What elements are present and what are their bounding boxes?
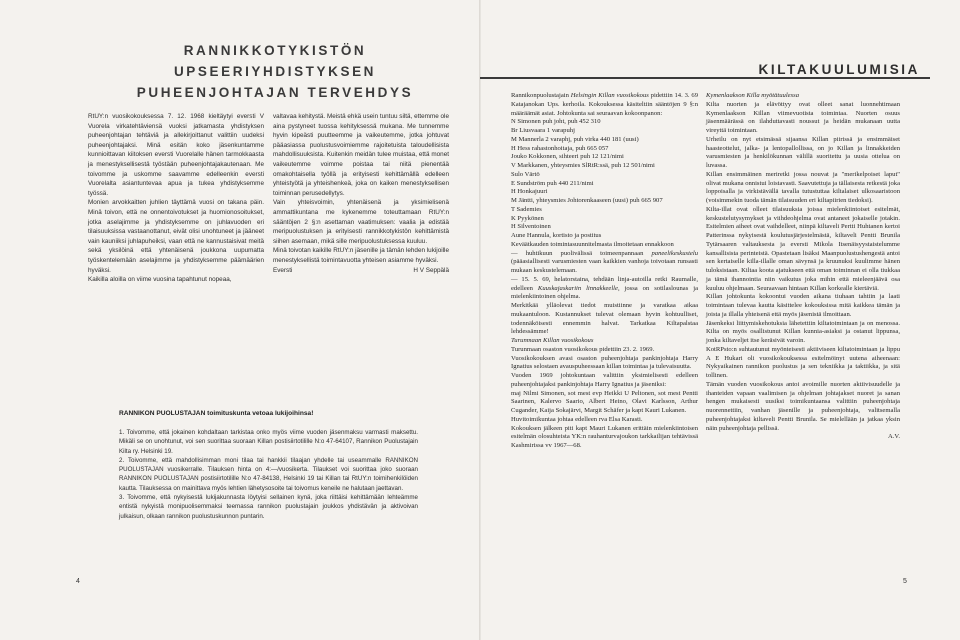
notice-item: 3. Toivomme, että nykyisestä lukijakunnasta löytyisi sellainen kynä, joka riittäisi kehittämään lehteämme entistä nykyistä monipuolisemmaksi teemassa rannikon puolustajain joukkos yhdistävän ja aktivoivan julkaisun, olkaan rannikon puolustuskunnon puntarin. [119, 494, 418, 520]
right-page-title: KILTAKUULUMISIA [758, 62, 920, 77]
paragraph: Kymenlaakson Killa myötätuulessa [706, 92, 800, 99]
paragraph: valtavaa kehitystä. Meistä ehkä usein tuntuu siltä, ettemme ole aina pystyneet tuossa kehityksessä mukana. Me tunnemme hyvin kipeästi puutteemme ja vaikeutemme, jotka johtuvat pääasiassa puolustusvoimiemme rajoitetuista taloudellisista mahdollisuuksista. Kuitenkin meidän tulee muistaa, että monet vaikeutemme voimme poistaa tai niitä pienentää omakohtaisella työllä ja erityisesti kehittämällä edelleen yhteistyötä ja yhteishenkeä, joka on kaiken menestyksellisen toiminnan perusedellytys. [273, 113, 449, 197]
notice-title: RANNIKON PUOLUSTAJAN toimituskunta vetoaa lukijoihinsa! [119, 410, 314, 417]
paragraph: Turunmaan Killan vuosikokous [511, 337, 594, 344]
paragraph: Jouko Kokkonen, sihteeri puh 12 121/nimi [511, 153, 624, 161]
paragraph: Rannikonpuolustajain Helsingin Killan vuosikokous pidettiin 14. 3. 69 Katajanokan Ups. kerhoila. Kokouksessa käsiteltiin sääntöjen 9 §:n määräämät asiat. Johtokunta sai seuraavan kokoonpanon: [511, 92, 698, 117]
title-line-1: RANNIKKOTYKISTÖN UPSEERIYHDISTYKSEN [173, 43, 377, 79]
paragraph: — huhtikuun puolivälissä toimeenpannaan paneelikeskustelu (pääasiallisesti varusmiesten vaan kaikkien vanhoja toivotaan runsasti mukaan keskustelemaan. [511, 249, 698, 274]
title-line-2: PUHEENJOHTAJAN TERVEHDYS [136, 85, 414, 100]
paragraph: K Pyykönen [511, 214, 544, 222]
paragraph: Jäsenkeksi liittymiskehotuksia lähetettiin kiltatoimintaan ja on menossa. Kilta on myös osallistunut Killan kunnia-asiaksi ja ostanut lippunsa, jonka kiltaveljet itse keräsivät varoin. [706, 319, 900, 344]
paragraph: maj Nilmi Simonen, sot mest evp Heikki U Peltonen, sot mest Pentti Saarinen, Kalervo Saario, Albert Heino, Olavi Karlsson, Arthur Cugander, Kaija Sokajärvi, Margit Schäfer ja kapt Kauri Lukanen. [511, 389, 698, 414]
paragraph: Huvitoimikuntaa johtaa edelleen rva Elsa Karasti. [511, 415, 643, 423]
paragraph: M Mannerla 2 varaphj, puh virka 440 181 (uusi) [511, 135, 639, 143]
paragraph: Vain yhteisvoimin, yhtenäisenä ja yksimielisenä ammattikuntana me kykenemme toteuttamaan RtUY:n sääntöjen 2 §:n asettaman vaatimuksen: vaalia ja edistää meripuolustuksen ja erityisesti rannikkotykistön kehittämistä siihen asemaan, mikä sille meripuolustuksessa kuuluu. [273, 199, 449, 245]
paragraph: H Honkajuuri [511, 188, 548, 196]
signature-title: Eversti [273, 266, 293, 274]
paragraph: — 15. 5. 69, helatorstaina, tehdään linja-autoilla retki Raumalle, edelleen Kuuskajaskariin linnakkeelle, jossa on sotilaslounas ja mielenkiintoinen ohjelma. [511, 275, 698, 301]
paragraph: KotRPsto:n suhtautunut myönteisesti aktiiviseen kiltatoimintaan ja lippu A E Hukari oli vuosikokouksessa esitelmöinyt uutena aiheenaan: Nykyaikainen rannikon puolustus ja sen tekniikka ja taktiikka, ja sitä tollinen. [706, 345, 900, 379]
paragraph: Urheilu on nyt etsimässä sijaansa Killan piirissä ja ensimmäiset haasteottelut, jalka- ja lentopallollissa, on jo Killan ja linnakkeiden varusmiesten ja henkilökunnan välillä suoritettu ja uusia ottelua on luvassa. [706, 135, 900, 169]
paragraph: Vuoden 1969 johtokuntaan valittiin yksimielisesti edelleen puheenjohtajaksi pankinjohtaja Harry Ignatius ja jäseniksi: [511, 372, 698, 388]
paragraph: RtUY:n vuosikokouksessa 7. 12. 1968 kieltäytyi eversti V Vuorela virkatehtäviensä vuoksi jatkamasta yhdistyksen puheenjohtajan tehtäviä ja allekirjoittanut valittiin uudeksi puheenjohtajaksi. Minä esitän koko jäsenkuntamme kunnioittavan kiitoksen eversti Vuorelalle hänen tarmokkaasta ja menestyksellisestä työstään puheenjohtajakautenaan. Me toivomme ja uskomme saavamme edelleenkin eversti Vuorelalta asiantuntevaa apua ja tukea yhdistyksemme työssä. [88, 113, 264, 197]
paragraph: V Markkanen, yhteysmies SlRtR:ssä, puh 12 501/nimi [511, 162, 655, 169]
paragraph: Aune Hannula, kortisto ja postitus [511, 232, 602, 239]
paragraph: Killan johtokunta kokoontui vuoden aikana tiuhaan tahtiin ja laati toimintaan tulevaa kautta käsittelee kokouksissa mitä kaikkea tämän ja joista ja illalla yhteisenä että myös jäsenistä ilmoittaan. [706, 293, 900, 318]
paragraph: Sulo Värtö [511, 170, 540, 178]
left-page-title [90, 40, 460, 103]
right-column-2-body [706, 92, 900, 433]
left-column-2-body [273, 112, 449, 266]
paragraph: Keväätkauden toimintasuunnitelmasta ilmoitetaan ennakkoon [511, 240, 674, 248]
paragraph: Kilta nuorten ja elävöttyy ovat olleet sanat luonnehtimaan Kymenlaakson Killan viimevuotista toimintaa. Nuorten osuus jäsenmäärässä on ilahduttavasti noussut ja heidän mukanaan uutta vireyttä toimintaan. [706, 100, 900, 134]
left-column-2 [273, 112, 449, 275]
notice-item: 2. Toivomme, että mahdollisimman moni tilaa tai hankkii tilaajan yhdelle tai useammalle RANNIKON PUOLUSTAJAN vuosikerralle. Tilauksen hinta on 4:—/vuosikerta. Tilaukset voi suorittaa joko suoraan RANNIKON PUOLUSTAJAN postisiirtotilille N:o 47-84138, Helsinki 19 tai Killan tai RtUY:n toimihenkilöiden kautta. Tilauksessa on mainittava myös lehtien lähetysosoite tai toivomus keneile ne halutaan jaettavan. [119, 456, 418, 492]
signature-name: H V Seppälä [413, 266, 449, 274]
column-signature: A.V. [888, 433, 900, 441]
paragraph: Minä toivotan kaikille RtUY:n jäsenille ja tämän lehden lukijoille menestyksellistä toimintavuotta yhteisen asiamme hyväksi. [273, 247, 449, 264]
paragraph: T Sademies [511, 205, 542, 213]
signature [273, 266, 449, 276]
paragraph: Turunmaan osaston vuosikokous pidettiin 23. 2. 1969. [511, 345, 655, 353]
paragraph: Br Liusvaara 1 varapuhj [511, 127, 575, 134]
page-number-left: 4 [76, 578, 80, 585]
notice-item: 1. Toivomme, että jokainen kohdaltaan tarkistaa onko myös viime vuoden jäsenmaksu varmasti maksettu. Mikäli se on unohtunut, voi sen suorittaa suoraan Killan postisiirtotilille N:o 47-64107, Rannikon Puolustajain Kilta ry. Helsinki 19. [119, 429, 418, 455]
paragraph: Merkitkää ylläolevat tiedot muistiinne ja varatkaa aikaa mukaantuloon. Kustannukset tulevat olemaan hyvin kohtuulliset, todennäköisesti ennemmin halvat. Tarkatkaa Kiltapalstaa lehdessämme! [511, 302, 698, 336]
paragraph: Kilta-illat ovat olleet tilaisuuksia joissa mielenkiintoiset esitelmät, keskustelutysymykset ja viihdeohjelma ovat antaneet jokaiselle jotakin. Esitelmien aiheet ovat vaihdelleet, niinpä kiltaveli Pertti Huhtanen kertoi Patterinssa nykyisestä koulutusjärjestelmästä, kiltaveli Pentti Brunila Tytärsaaren valtauksesta ja eversti Mikola Itsenäisyystaistelumme kansallisista perinteistä. Opastetaan lisäksi Maanpuolustushengestä antoi sen kertaiselle killa-illalle oman sävynsä ja kruunuksi kuulimme hänen tuloksistaan. Kiltaa koota ajatukseen että oman toiminnan ei olla tiukkaa ja tämä ihannointia niin vaikutus joka mihin että mieleenjäävä osa kuuluu ohjelmaan. Seuraavaan hintaan Killan korkealle kiertäviä. [706, 205, 900, 292]
page-fold [479, 0, 481, 640]
right-column-2 [706, 92, 900, 442]
paragraph: Tämän vuoden vuosikokous antoi avoimille nuorten aktiivisuudelle ja ihanteiden vapaan vaalimisen ja ohjelman johtajakset nuoret ja sanan hengen mukaisesti uusiksi toimikuntaansa valittiin puheenjohtaja nuorennettiin, vanhan jäsenille ja puheenjohtaja, valitsemalla puheenjohtajaksi kiltaveli Pentti Brunila. Se mielellään ja jatkaa yksin näin puheenjohtaja pellissä. [706, 380, 900, 432]
paragraph: Monien arvokkaitten juhlien täyttämä vuosi on takana päin. Minä toivon, että ne onnentoivotukset ja huomionosoitukset, jotka aselajimme ja yhdistyksemme on juhlavuoden eri tilaisuuksissa vastaanottanut, eivät olisi unohtuneet ja jääneet vain kauniiksi juhlapuheiksi, vaan että ne kannustaisivat meitä sekä yksilöinä että yhtenäisenä joukkona uupumatta työskentelemään aselajimme ja yhdistyksemme päämäärien hyväksi. [88, 199, 264, 274]
paragraph: Kaikilla aloilla on viime vuosina tapahtunut nopeaa, [88, 276, 232, 284]
right-column-1 [511, 92, 698, 451]
left-column-1 [88, 112, 264, 285]
paragraph: E Sundström puh 440 211/nimi [511, 179, 594, 187]
page-number-right: 5 [903, 578, 907, 585]
title-rule [480, 77, 930, 79]
paragraph: M Jäntti, yhteysmies Johtorenkaaseen (uusi) puh 665 907 [511, 197, 663, 204]
paragraph: H Hess rahastonhoitaja, puh 665 057 [511, 144, 609, 152]
paragraph: Vuosikokouksen avasi osaston puheenjohtaja pankinjohtaja Harry Ignatius selostaen avauspuheessaan killan toimintaa ja tulevaisuutta. [511, 354, 698, 371]
paragraph: H Silventoinen [511, 223, 551, 231]
notice-box [119, 428, 418, 521]
paragraph: Kokouksen jälkeen piti kapt Mauri Lukanen erittäin mielenkiintoisen esitelmän olosuhteista YK:n rauhanturvajoukon tarkkailijan tehtävissä Kashmirissa vv 1967—68. [511, 424, 698, 449]
paragraph: N Simonen puh joht, puh 452 310 [511, 118, 601, 126]
paragraph: Killan ensimmäinen meriretki jossa nouvat ja "merikelpoiset laput" olivat mukana onnistui loistavasti. Saavutettuja ja tällaisesta retkestä joka loppoisalla ja virkistävällä tavalla tutustuttaa kiltalaiset ulkosaaristoon (voisimmekin tuoda tämän tilaisuuden eri kiltapiirien tiedoksi). [706, 170, 900, 204]
